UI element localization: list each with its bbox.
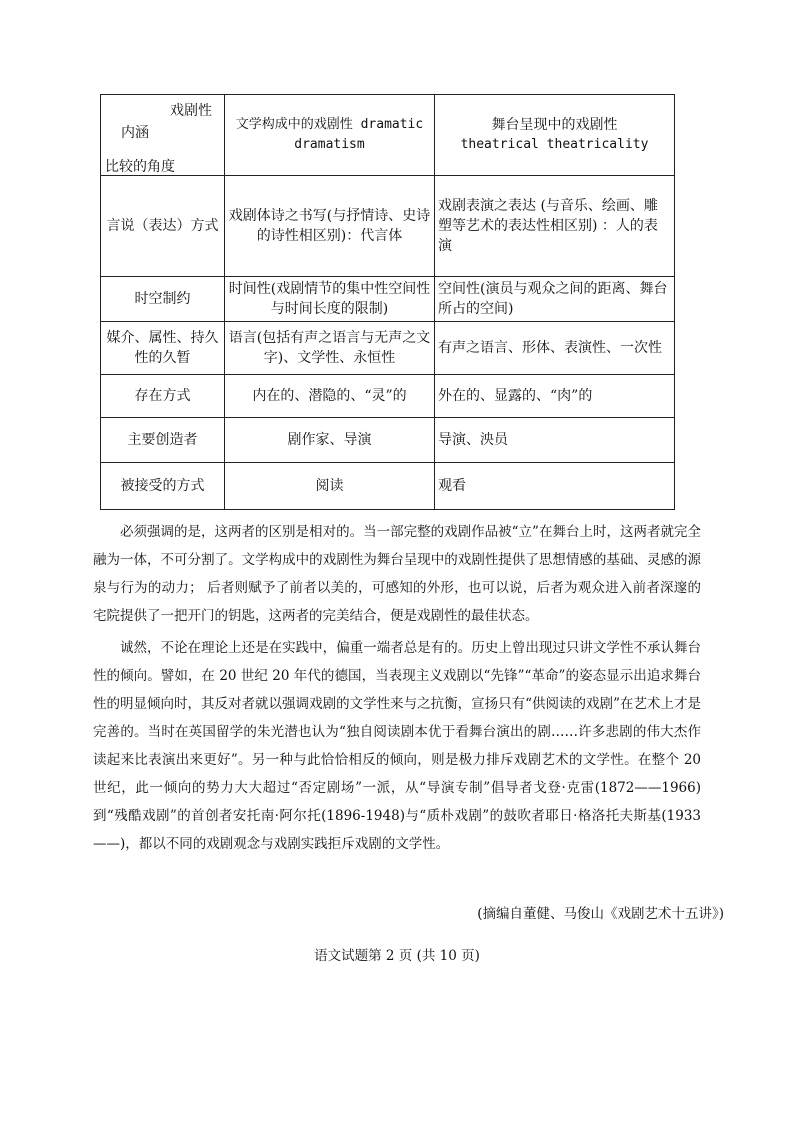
row-stage: 戏剧表演之表达 (与音乐、绘画、雕塑等艺术的表达性相区别) ：人的表演 [435, 176, 675, 277]
table-row [101, 463, 675, 510]
row-literary: 时间性(戏剧情节的集中性空间性与时间长度的限制) [225, 277, 435, 322]
header-literary-line2: dramatism [294, 137, 365, 152]
header-corner-bottom: 比较的角度 [105, 159, 175, 175]
row-stage: 有声之语言、形体、表演性、一次性 [435, 322, 675, 375]
comparison-table [100, 94, 675, 510]
row-literary: 阅读 [225, 463, 435, 510]
header-stage-line1: 舞台呈现中的戏剧性 [491, 117, 618, 133]
source-citation: (摘编自董健、马俊山《戏剧艺术十五讲》) [477, 906, 724, 922]
header-corner-mid: 内涵 [121, 125, 149, 141]
row-label: 主要创造者 [101, 418, 225, 463]
row-label: 时空制约 [101, 277, 225, 322]
header-literary-line1: 文学构成中的戏剧性 dramatic [235, 117, 424, 132]
header-stage [435, 95, 675, 176]
article-body [93, 518, 701, 862]
row-literary: 内在的、潜隐的、“灵”的 [225, 375, 435, 418]
paragraph: 诚然，不论在理论上还是在实践中，偏重一端者总是有的。历史上曾出现过只讲文学性不承认舞台性的倾向。譬如，在 20 世纪 20 年代的德国，当表现主义戏剧以“先锋”“革命”的姿态显示出追求舞台性的明显倾向时，其反对者就以强调戏剧的文学性来与之抗衡，宣扬只有“供阅读的戏剧”在艺术上才是完善的。当时在英国留学的朱光潜也认为“独自阅读剧本优于看舞台演出的剧……许多悲剧的伟大杰作读起来比表演出来更好”。另一种与此恰恰相反的倾向，则是极力排斥戏剧艺术的文学性。在整个 20 世纪，此一倾向的势力大大超过“否定剧场”一派，从“导演专制”倡导者戈登·克雷(1872——1966)到“残酷戏剧”的首创者安托南·阿尔托(1896-1948)与“质朴戏剧”的鼓吹者耶日·格洛托夫斯基(1933——)，都以不同的戏剧观念与戏剧实践拒斥戏剧的文学性。 [93, 640, 701, 852]
row-stage: 空间性(演员与观众之间的距离、舞台所占的空间) [435, 277, 675, 322]
row-literary: 语言(包括有声之语言与无声之文字)、文学性、永恒性 [225, 322, 435, 375]
row-stage: 观看 [435, 463, 675, 510]
paragraph: 必须强调的是，这两者的区别是相对的。当一部完整的戏剧作品被“立”在舞台上时，这两者就完全融为一体，不可分割了。文学构成中的戏剧性为舞台呈现中的戏剧性提供了思想情感的基础、灵感的源泉与行为的动力； 后者则赋予了前者以美的，可感知的外形，也可以说，后者为观众进入前者深邃的宅院提供了一把开门的钥匙，这两者的完美结合，便是戏剧性的最佳状态。 [93, 524, 701, 624]
row-label: 言说（表达）方式 [101, 176, 225, 277]
table-row [101, 176, 675, 277]
row-label: 被接受的方式 [101, 463, 225, 510]
table-row [101, 418, 675, 463]
table-row [101, 322, 675, 375]
page-footer: 语文试题第 2 页 (共 10 页) [314, 948, 480, 964]
table-row [101, 375, 675, 418]
header-literary [225, 95, 435, 176]
row-literary: 剧作家、导演 [225, 418, 435, 463]
table-row [101, 277, 675, 322]
row-label: 存在方式 [101, 375, 225, 418]
row-stage: 外在的、显露的、“肉”的 [435, 375, 675, 418]
row-literary: 戏剧体诗之书写(与抒情诗、史诗的诗性相区别)：代言体 [225, 176, 435, 277]
row-stage: 导演、泱员 [435, 418, 675, 463]
header-stage-line2: theatrical theatricality [460, 137, 649, 152]
diagonal-header-cell [101, 95, 225, 176]
table-header-row [101, 95, 675, 176]
header-corner-top: 戏剧性 [170, 103, 212, 119]
row-label: 媒介、属性、持久性的久暂 [101, 322, 225, 375]
